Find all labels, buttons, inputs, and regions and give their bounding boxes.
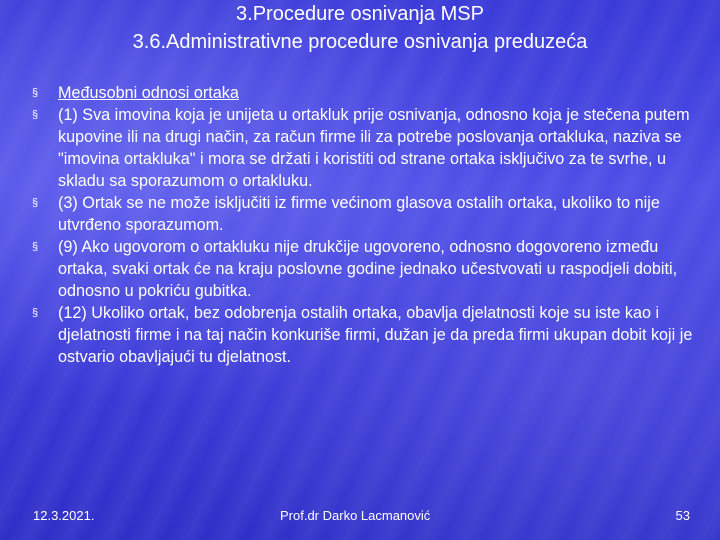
bullet-text: (12) Ukoliko ortak, bez odobrenja ostalih ortaka, obavlja djelatnosti koje su iste kao i djelatnosti firme i na taj način konkuriše firmi, dužan je da preda firmi ukupan dobit koji je ostvario obavljajući tu djelatnost. xyxy=(58,304,693,366)
slide-title-line-2: 3.6.Administrativne procedure osnivanja preduzeća xyxy=(132,31,588,53)
bullet-text: (3) Ortak se ne može isključiti iz firme većinom glasova ostalih ortaka, ukoliko to nije utvrđeno sporazumom. xyxy=(58,194,660,234)
bullet-icon: § xyxy=(32,197,39,209)
slide-title xyxy=(0,0,720,56)
slide-footer xyxy=(0,508,720,528)
slide-title-line-1: 3.Procedure osnivanja MSP xyxy=(236,3,484,25)
bullet-icon: § xyxy=(32,307,39,319)
bullet-item xyxy=(30,192,695,236)
bullet-item xyxy=(30,236,695,302)
bullet-list xyxy=(30,82,695,368)
page-number: 53 xyxy=(675,508,690,523)
bullet-item xyxy=(30,104,695,192)
bullet-item xyxy=(30,302,695,368)
bullet-text: (9) Ako ugovorom o ortakluku nije drukčije ugovoreno, odnosno dogovoreno između ortaka, svaki ortak će na kraju poslovne godine jednako učestvovati u raspodjeli dobiti, odnosno u pokriću gubitka. xyxy=(58,238,678,300)
bullet-text: (1) Sva imovina koja je unijeta u ortakluk prije osnivanja, odnosno koja je stečena putem kupovine ili na drugi način, za račun firme ili za potrebe poslovanja ortakluka, naziva se "imovina ortakluka" i mora se držati i koristiti od strane ortaka isključivo za te svrhe, u skladu sa sporazumom o ortakluku. xyxy=(58,106,690,190)
bullet-icon: § xyxy=(32,109,39,121)
footer-author: Prof.dr Darko Lacmanović xyxy=(280,508,431,523)
bullet-heading: Međusobni odnosi ortaka xyxy=(58,84,239,102)
bullet-icon: § xyxy=(32,87,39,99)
bullet-item xyxy=(30,82,695,104)
footer-date: 12.3.2021. xyxy=(33,508,95,523)
bullet-icon: § xyxy=(32,241,39,253)
